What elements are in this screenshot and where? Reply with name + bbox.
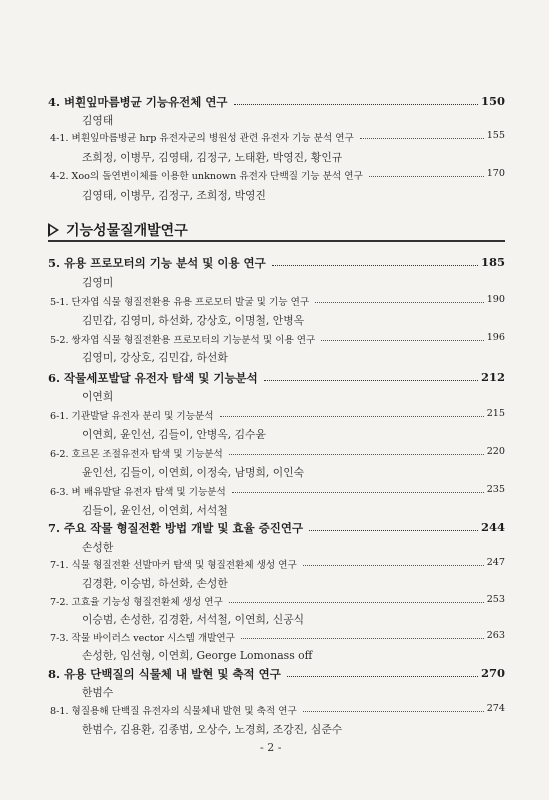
leader-dots (264, 380, 478, 381)
entry-title: 7-2. 고효율 기능성 형질전환체 생성 연구 (50, 597, 223, 608)
toc-chapter-entry[interactable] (0, 666, 549, 682)
entry-page-number: 274 (486, 703, 505, 714)
toc-author-line (0, 275, 549, 291)
entry-title: 7-3. 작물 바이러스 vector 시스템 개발연구 (50, 633, 235, 644)
entry-title: 4-2. Xoo의 돌연변이체를 이용한 unknown 유전자 단백질 기능 분석 연구 (50, 171, 363, 182)
toc-author-line (0, 503, 549, 519)
toc-author-line (0, 350, 549, 366)
toc-subsection-entry[interactable] (0, 484, 549, 500)
toc-subsection-entry[interactable] (0, 294, 549, 310)
toc-chapter-entry[interactable] (0, 255, 549, 271)
toc-author-line (0, 540, 549, 556)
entry-title: 4. 벼흰잎마름병균 기능유전체 연구 (48, 95, 228, 109)
toc-author-line (0, 722, 549, 738)
entry-title: 6-2. 호르몬 조절유전자 탐색 및 기능분석 (50, 449, 223, 460)
leader-dots (369, 176, 484, 177)
toc-author-line (0, 465, 549, 481)
leader-dots (360, 138, 484, 139)
toc-author-line (0, 150, 549, 166)
author-names: 한범수 (82, 686, 114, 699)
leader-dots (303, 711, 484, 712)
entry-title: 8-1. 형질용해 단백질 유전자의 식물체내 발현 및 축적 연구 (50, 706, 297, 717)
author-names: 이연희 (82, 390, 114, 403)
entry-title: 6. 작물세포발달 유전자 탐색 및 기능분석 (48, 371, 258, 385)
toc-subsection-entry[interactable] (0, 408, 549, 424)
toc-subsection-entry[interactable] (0, 594, 549, 610)
author-names: 김영미, 강상호, 김민갑, 하선화 (82, 351, 228, 364)
leader-dots (229, 454, 484, 455)
leader-dots (315, 302, 484, 303)
toc-author-line (0, 427, 549, 443)
leader-dots (272, 265, 478, 266)
entry-page-number: 247 (486, 557, 505, 568)
toc-author-line (0, 648, 549, 664)
entry-page-number: 155 (486, 130, 505, 141)
entry-page-number: 244 (480, 520, 505, 534)
author-names: 김경환, 이승범, 하선화, 손성한 (82, 577, 228, 590)
entry-page-number: 253 (486, 594, 505, 605)
toc-chapter-entry[interactable] (0, 370, 549, 386)
author-names: 김영태 (82, 114, 114, 127)
toc-subsection-entry[interactable] (0, 557, 549, 573)
entry-page-number: 196 (486, 332, 505, 343)
entry-page-number: 212 (480, 370, 505, 384)
entry-title: 4-1. 벼흰잎마름병균 hrp 유전자군의 병원성 관련 유전자 기능 분석 연구 (50, 133, 354, 144)
author-names: 윤인선, 김들이, 이연희, 이정숙, 남명희, 이인숙 (82, 466, 305, 479)
leader-dots (309, 530, 478, 531)
entry-title: 5-2. 쌍자엽 식물 형질전환용 프로모터의 기능분석 및 이용 연구 (50, 335, 316, 346)
author-names: 조희정, 이병무, 김영태, 김정구, 노태환, 박영진, 황인규 (82, 151, 343, 164)
entry-title: 6-1. 기관발달 유전자 분리 및 기능분석 (50, 411, 214, 422)
leader-dots (303, 565, 484, 566)
toc-subsection-entry[interactable] (0, 630, 549, 646)
toc-subsection-entry[interactable] (0, 168, 549, 184)
leader-dots (229, 602, 484, 603)
section-heading: 기능성물질개발연구 (66, 223, 188, 239)
entry-page-number: 185 (480, 255, 505, 269)
entry-title: 7-1. 식물 형질전환 선발마커 탐색 및 형질전환체 생성 연구 (50, 560, 297, 571)
leader-dots (234, 104, 478, 105)
entry-page-number: 263 (486, 630, 505, 641)
author-names: 김영미 (82, 276, 114, 289)
author-names: 이승범, 손성한, 김경환, 서석철, 이연희, 신공식 (82, 613, 305, 626)
toc-author-line (0, 685, 549, 701)
toc-author-line (0, 576, 549, 592)
entry-page-number: 170 (486, 168, 505, 179)
toc-author-line (0, 113, 549, 129)
author-names: 이연희, 윤인선, 김들이, 안병옥, 김수윤 (82, 428, 266, 441)
leader-dots (232, 492, 484, 493)
toc-chapter-entry[interactable] (0, 520, 549, 536)
entry-page-number: 235 (486, 484, 505, 495)
entry-title: 7. 주요 작물 형질전환 방법 개발 및 효율 증진연구 (48, 521, 304, 535)
entry-page-number: 270 (480, 666, 505, 680)
toc-subsection-entry[interactable] (0, 332, 549, 348)
author-names: 손성한 (82, 541, 114, 554)
entry-page-number: 215 (486, 408, 505, 419)
entry-title: 8. 유용 단백질의 식물체 내 발현 및 축적 연구 (48, 667, 281, 681)
leader-dots (287, 676, 478, 677)
toc-author-line (0, 188, 549, 204)
entry-page-number: 150 (480, 94, 505, 108)
leader-dots (220, 416, 484, 417)
page-number-footer: - 2 - (260, 741, 282, 754)
author-names: 한범수, 김용환, 김종범, 오상수, 노경희, 조강진, 심준수 (82, 723, 343, 736)
toc-subsection-entry[interactable] (0, 130, 549, 146)
entry-title: 6-3. 벼 배유발달 유전자 탐색 및 기능분석 (50, 487, 226, 498)
author-names: 김영태, 이병무, 김정구, 조희정, 박영진 (82, 189, 266, 202)
entry-title: 5. 유용 프로모터의 기능 분석 및 이용 연구 (48, 256, 266, 270)
leader-dots (321, 340, 483, 341)
toc-author-line (0, 612, 549, 628)
section-triangle-icon (48, 223, 59, 237)
entry-title: 5-1. 단자엽 식물 형질전환용 유용 프로모터 발굴 및 기능 연구 (50, 297, 310, 308)
author-names: 김민갑, 김영미, 하선화, 강상호, 이명철, 안병옥 (82, 314, 305, 327)
toc-author-line (0, 313, 549, 329)
section-rule (48, 240, 505, 242)
author-names: 손성한, 임선형, 이연희, George Lomonass off (82, 649, 313, 662)
toc-author-line (0, 389, 549, 405)
toc-subsection-entry[interactable] (0, 703, 549, 719)
entry-page-number: 220 (486, 446, 505, 457)
entry-page-number: 190 (486, 294, 505, 305)
leader-dots (241, 638, 484, 639)
toc-subsection-entry[interactable] (0, 446, 549, 462)
toc-chapter-entry[interactable] (0, 94, 549, 110)
author-names: 김들이, 윤인선, 이연희, 서석철 (82, 504, 228, 517)
